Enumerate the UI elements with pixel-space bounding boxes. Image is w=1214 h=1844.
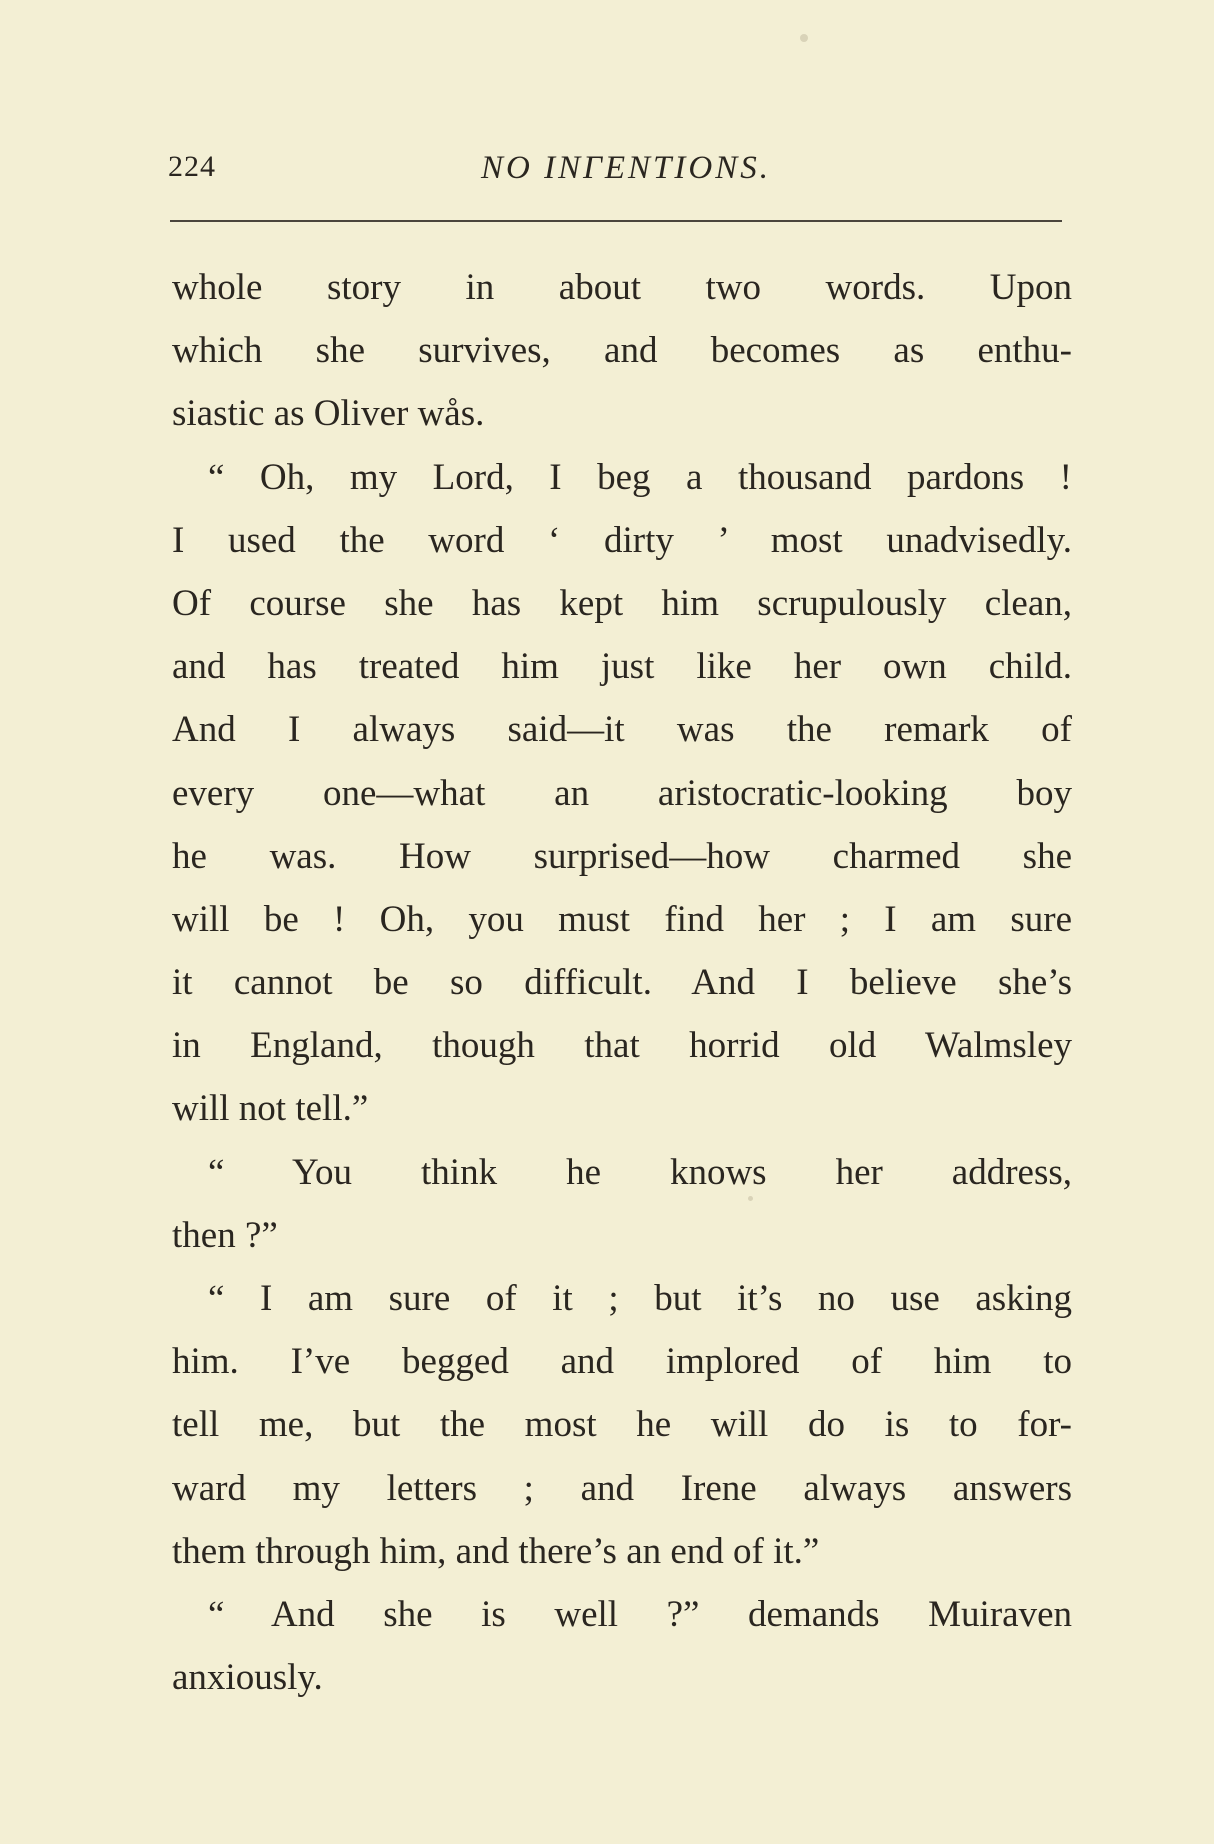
text-line: “ I am sure of it ; but it’s no use asking (208, 1278, 1072, 1319)
text-line: in England, though that horrid old Walmsley (172, 1025, 1072, 1067)
text-line: tell me, but the most he will do is to for- (172, 1404, 1072, 1446)
text-line: anxiously. (172, 1657, 323, 1699)
body-text (172, 256, 1072, 1709)
paper-speck (748, 1196, 753, 1201)
text-line: them through him, and there’s an end of it.” (172, 1530, 820, 1572)
text-line: “ Oh, my Lord, I beg a thousand pardons ! (208, 456, 1072, 498)
running-title: NO INΓENTIONS. (481, 150, 771, 186)
page-number: 224 (168, 150, 216, 183)
text-line: and has treated him just like her own child. (172, 646, 1072, 688)
paper-speck (800, 34, 808, 42)
text-line: him. I’ve begged and implored of him to (172, 1341, 1072, 1383)
text-line: will not tell.” (172, 1088, 369, 1130)
text-line: then ?” (172, 1214, 278, 1256)
running-head (168, 150, 1064, 200)
text-line: ward my letters ; and Irene always answers (172, 1467, 1072, 1509)
text-line: I used the word ‘ dirty ’ most unadvisedly. (172, 519, 1072, 561)
header-rule (170, 220, 1062, 222)
text-line: Of course she has kept him scrupulously clean, (172, 582, 1072, 624)
text-line: will be ! Oh, you must find her ; I am sure (172, 898, 1072, 940)
text-line: “ You think he knows her address, (208, 1151, 1072, 1193)
text-line: he was. How surprised—how charmed she (172, 835, 1072, 877)
text-line: whole story in about two words. Upon (172, 267, 1072, 308)
text-line: “ And she is well ?” demands Muiraven (208, 1593, 1072, 1635)
text-line: siastic as Oliver wås. (172, 393, 485, 435)
text-line: every one—what an aristocratic-looking boy (172, 772, 1072, 814)
text-line: which she survives, and becomes as enthu- (172, 330, 1072, 372)
text-line: And I always said—it was the remark of (172, 709, 1072, 751)
text-line: it cannot be so difficult. And I believe she’s (172, 962, 1072, 1004)
